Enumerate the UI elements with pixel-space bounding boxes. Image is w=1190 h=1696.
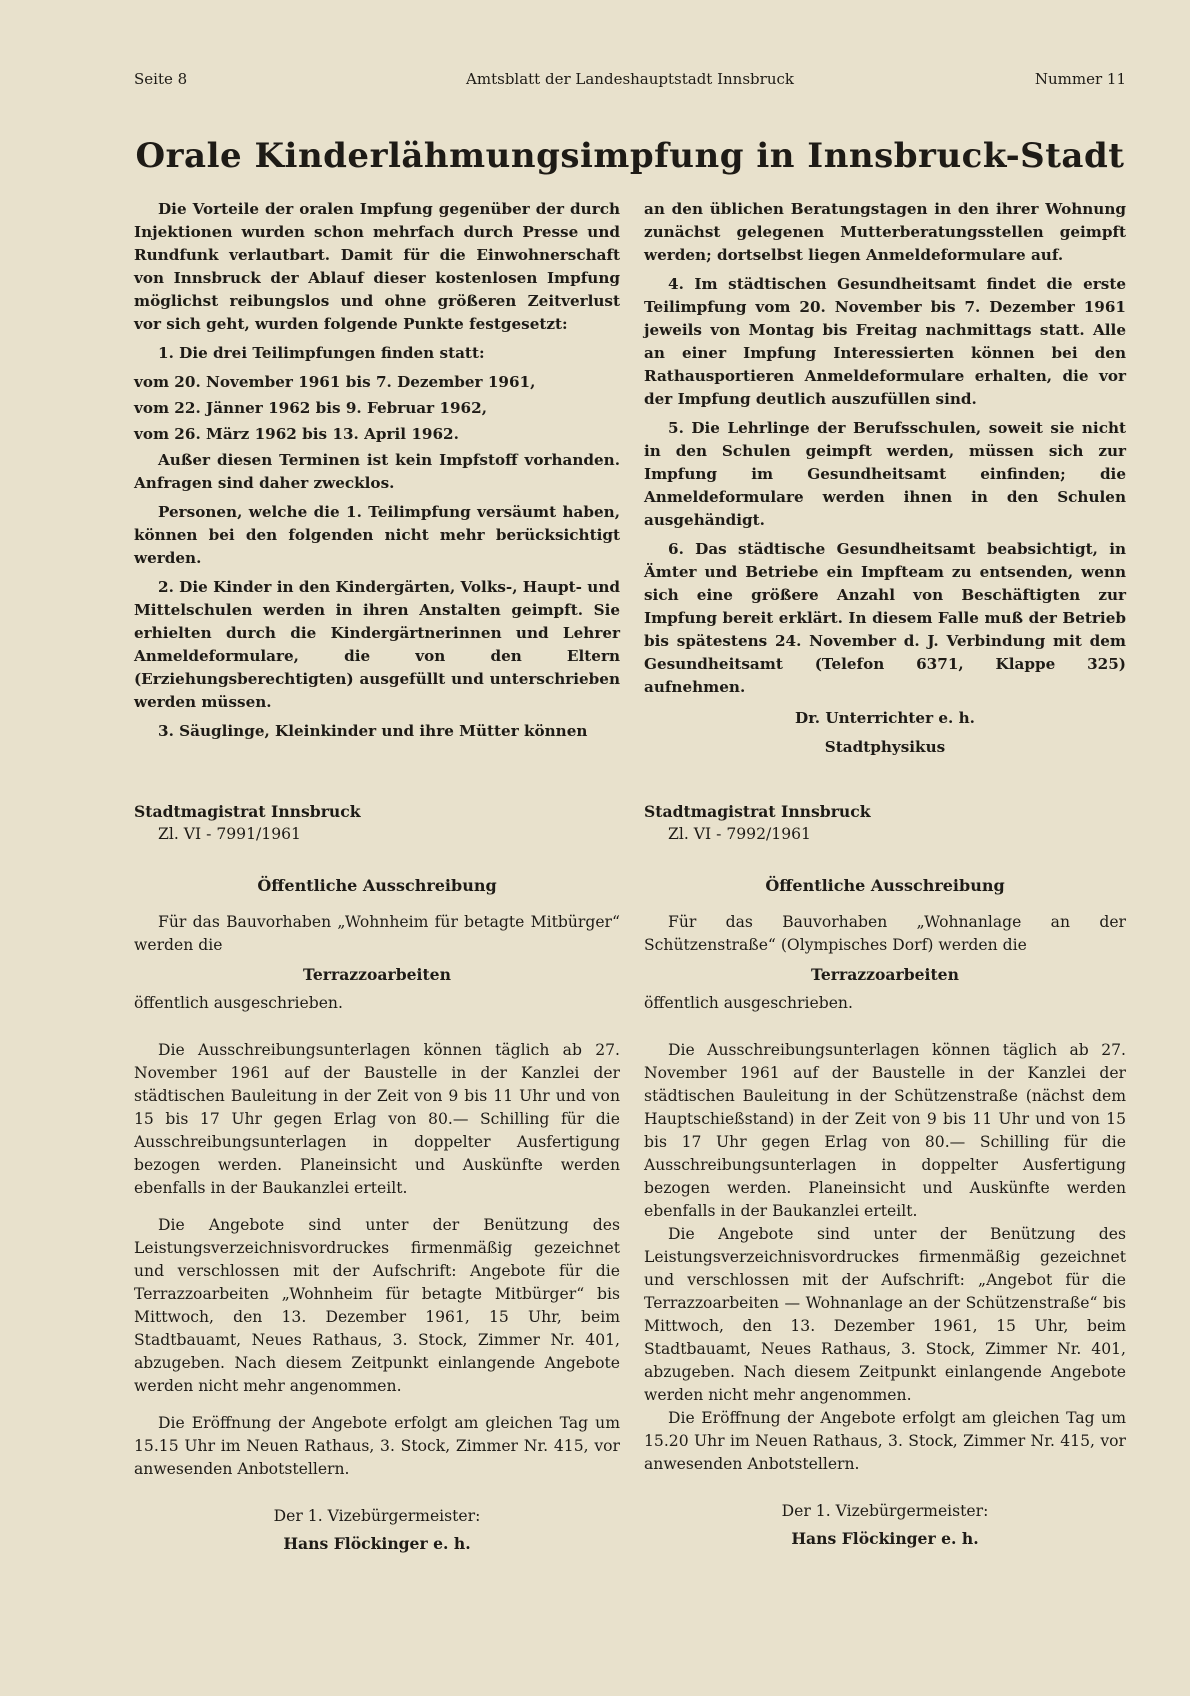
- notice-left-project: Für das Bauvorhaben „Wohnheim für betagte Mitbürger“ werden die: [134, 913, 620, 954]
- notice-right-paragraph-3: Die Eröffnung der Angebote erfolgt am gleichen Tag um 15.20 Uhr im Neuen Rathaus, 3. Stock, Zimmer Nr. 415, vor anwesenden Anbotstellern.: [644, 1409, 1126, 1473]
- notice-right-works: Terrazzoarbeiten: [811, 965, 959, 984]
- notice-right-announced: öffentlich ausgeschrieben.: [644, 994, 853, 1012]
- notice-left-works: Terrazzoarbeiten: [303, 965, 451, 984]
- issue-number: Nummer 11: [1034, 70, 1126, 88]
- notice-left-signer: Hans Flöckinger e. h.: [283, 1534, 471, 1553]
- notice-right-paragraph-2: Die Angebote sind unter der Benützung des Leistungsverzeichnisvordruckes firmenmäßig gezeichnet und verschlossen mit der Aufschrift: „Angebot für die Terrazzoarbeiten — Wohnanlage an der Schützenstraße“ bis Mittwoch, den 13. Dezember 1961, 15 Uhr, beim Stadtbauamt, Neues Rathaus, 3. Stock, Zimmer Nr. 401, abzugeben. Nach diesem Zeitpunkt einlangende Angebote werden nicht mehr angenommen.: [644, 1225, 1126, 1404]
- notice-right-project: Für das Bauvorhaben „Wohnanlage an der Schützenstraße“ (Olympisches Dorf) werden die: [644, 913, 1126, 954]
- notice-left: [134, 800, 620, 1555]
- article-point-3-continued: an den üblichen Beratungstagen in den ihrer Wohnung zunächst gelegenen Mutterberatungsstellen geimpft werden; dortselbst liegen Anmeldeformulare auf.: [644, 200, 1126, 264]
- article-point-6: 6. Das städtische Gesundheitsamt beabsichtigt, in Ämter und Betriebe ein Impfteam zu entsenden, wenn sich eine größere Anzahl von Beschäftigten zur Impfung bereit erklärt. In diesem Falle muß der Betrieb bis spätestens 24. November d. J. Verbindung mit dem Gesundheitsamt (Telefon 6371, Klappe 325) aufnehmen.: [644, 540, 1126, 696]
- date-range-1: vom 20. November 1961 bis 7. Dezember 1961,: [134, 373, 536, 391]
- article-point-5: 5. Die Lehrlinge der Berufsschulen, soweit sie nicht in den Schulen geimpft werden, müssen sich zur Impfung im Gesundheitsamt einfinden; die Anmeldeformulare werden ihnen in den Schulen ausgehändigt.: [644, 419, 1126, 529]
- page-title: Orale Kinderlähmungsimpfung in Innsbruck-Stadt: [135, 136, 1125, 176]
- notice-right-signer: Hans Flöckinger e. h.: [791, 1529, 979, 1548]
- notice-left-paragraph-1: Die Ausschreibungsunterlagen können täglich ab 27. November 1961 auf der Baustelle in der Kanzlei der städtischen Bauleitung in der Zeit von 9 bis 11 Uhr und von 15 bis 17 Uhr gegen Erlag von 80.— Schilling für die Ausschreibungsunterlagen in doppelter Ausfertigung bezogen werden. Planeinsicht und Auskünfte werden ebenfalls in der Baukanzlei erteilt.: [134, 1041, 620, 1197]
- article-point-2: 2. Die Kinder in den Kindergärten, Volks-, Haupt- und Mittelschulen werden in ihren Anstalten geimpft. Sie erhielten durch die Kindergärtnerinnen und Lehrer Anmeldeformulare, die von den Eltern (Erziehungsberechtigten) ausgefüllt und unterschrieben werden müssen.: [134, 578, 620, 711]
- vaccination-dates: [134, 371, 620, 446]
- notice-right-reference: Zl. VI - 7992/1961: [668, 825, 811, 843]
- article-intro: Die Vorteile der oralen Impfung gegenüber der durch Injektionen wurden schon mehrfach durch Presse und Rundfunk verlautbart. Damit für die Einwohnerschaft von Innsbruck der Ablauf dieser kostenlosen Impfung möglichst reibungslos und ohne größeren Zeitverlust vor sich geht, wurden folgende Punkte festgesetzt:: [134, 200, 620, 333]
- article-point-3-start: 3. Säuglinge, Kleinkinder und ihre Mütter können: [158, 722, 588, 740]
- notice-left-heading: Öffentliche Ausschreibung: [257, 876, 497, 895]
- article-point-1: 1. Die drei Teilimpfungen finden statt:: [158, 344, 485, 362]
- notice-right-authority: Stadtmagistrat Innsbruck: [644, 802, 871, 821]
- notice-left-paragraph-2: Die Angebote sind unter der Benützung des Leistungsverzeichnisvordruckes firmenmäßig gezeichnet und verschlossen mit der Aufschrift: Angebote für die Terrazzoarbeiten „Wohnheim für betagte Mitbürger“ bis Mittwoch, den 13. Dezember 1961, 15 Uhr, beim Stadtbauamt, Neues Rathaus, 3. Stock, Zimmer Nr. 401, abzugeben. Nach diesem Zeitpunkt einlangende Angebote werden nicht mehr angenommen.: [134, 1216, 620, 1395]
- article-point-4: 4. Im städtischen Gesundheitsamt findet die erste Teilimpfung vom 20. November bis 7. Dezember 1961 jeweils von Montag bis Freitag nachmittags statt. Alle an einer Impfung Interessierten können bei den Rathausportieren Anmeldeformulare erhalten, die vor der Impfung deutlich auszufüllen sind.: [644, 275, 1126, 408]
- notice-left-paragraph-3: Die Eröffnung der Angebote erfolgt am gleichen Tag um 15.15 Uhr im Neuen Rathaus, 3. Stock, Zimmer Nr. 415, vor anwesenden Anbotstellern.: [134, 1414, 620, 1478]
- notice-right-heading: Öffentliche Ausschreibung: [765, 876, 1005, 895]
- article-signer-title: Stadtphysikus: [824, 738, 946, 756]
- article-signer: Dr. Unterrichter e. h.: [795, 709, 975, 727]
- article-column-right: [644, 198, 1126, 765]
- notice-left-reference: Zl. VI - 7991/1961: [158, 825, 301, 843]
- notice-left-signer-title: Der 1. Vizebürgermeister:: [273, 1507, 481, 1525]
- notice-right: [644, 800, 1126, 1550]
- date-range-3: vom 26. März 1962 bis 13. April 1962.: [134, 425, 459, 443]
- page-number: Seite 8: [134, 70, 188, 88]
- article-no-vaccine: Außer diesen Terminen ist kein Impfstoff vorhanden. Anfragen sind daher zwecklos.: [134, 451, 620, 492]
- notice-right-signer-title: Der 1. Vizebürgermeister:: [781, 1502, 989, 1520]
- notice-right-paragraph-1: Die Ausschreibungsunterlagen können täglich ab 27. November 1961 auf der Baustelle in der Kanzlei der städtischen Bauleitung in der Schützenstraße (nächst dem Hauptschießstand) in der Zeit von 9 bis 11 Uhr und von 15 bis 17 Uhr gegen Erlag von 80.— Schilling für die Ausschreibungsunterlagen in doppelter Ausfertigung bezogen werden. Planeinsicht und Auskünfte werden ebenfalls in der Baukanzlei erteilt.: [644, 1041, 1126, 1220]
- publication-name: Amtsblatt der Landeshauptstadt Innsbruck: [466, 70, 794, 88]
- notice-left-announced: öffentlich ausgeschrieben.: [134, 994, 343, 1012]
- article-column-left: [134, 198, 620, 749]
- article-missed: Personen, welche die 1. Teilimpfung versäumt haben, können bei den folgenden nicht mehr berücksichtigt werden.: [134, 503, 620, 567]
- notice-left-authority: Stadtmagistrat Innsbruck: [134, 802, 361, 821]
- page-header: [134, 70, 1126, 94]
- date-range-2: vom 22. Jänner 1962 bis 9. Februar 1962,: [134, 399, 487, 417]
